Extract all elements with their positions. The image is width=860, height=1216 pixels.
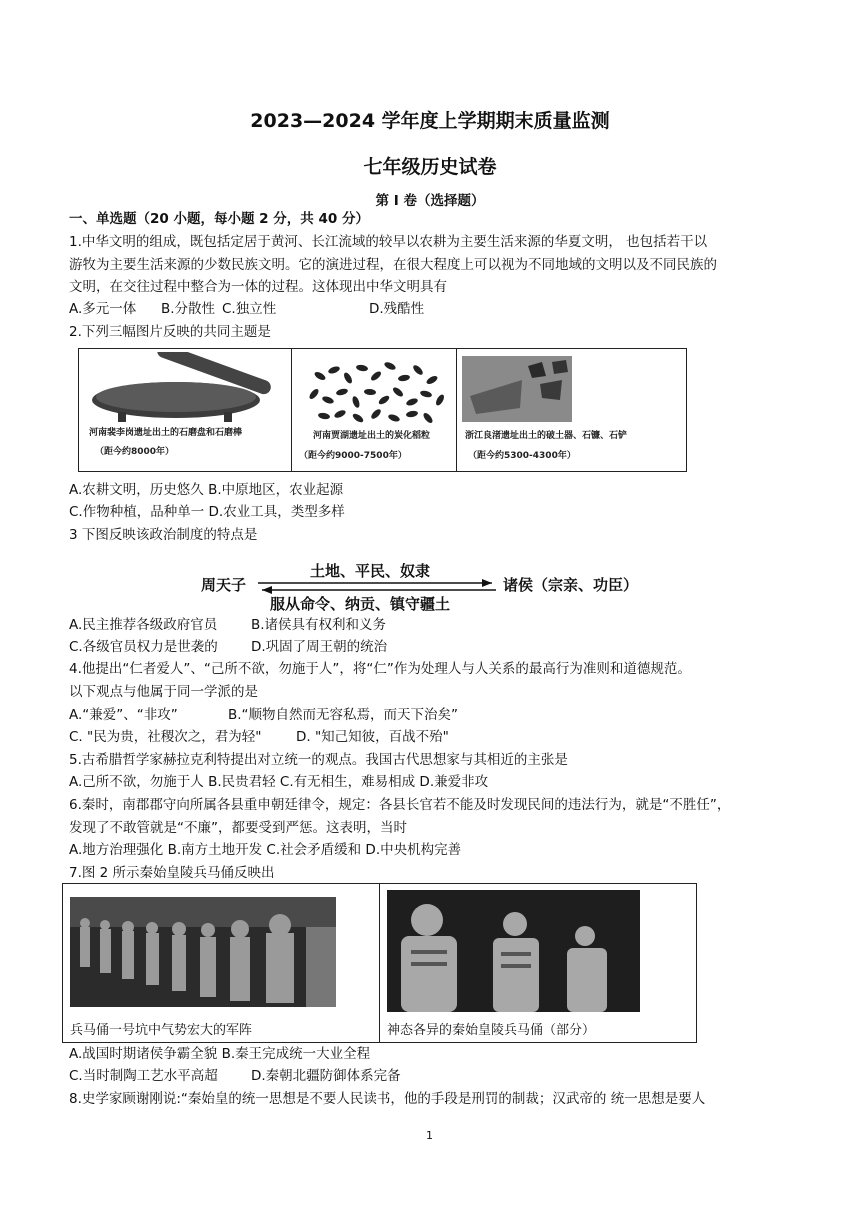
part-heading: 第 I 卷（选择题） [375,193,485,209]
q2-img1-caption: 河南裴李岗遗址出土的石磨盘和石磨棒 [89,428,243,438]
q3-diagram-bottom: 服从命令、纳贡、镇守疆土 [270,595,451,613]
q2-img1-date: （距今约8000年） [95,447,175,457]
carbonized-rice-image [300,356,450,424]
q7-option-d: D.秦朝北疆防御体系完备 [251,1068,401,1084]
terracotta-army-pit-image [70,897,336,1007]
q3-stem: 3 下图反映该政治制度的特点是 [69,527,258,543]
q2-img2-caption: 河南贾湖遗址出土的炭化稻粒 [313,431,431,441]
exam-subtitle: 七年级历史试卷 [363,156,497,178]
q3-diagram-left: 周天子 [201,576,247,594]
q1-option-d: D.残酷性 [369,301,425,317]
q1-line1: 1.中华文明的组成，既包括定居于黄河、长江流域的较早以农耕为主要生活来源的华夏文明， 也包括若干以 [69,234,708,250]
q1-line3: 文明，在交往过程中整合为一体的过程。这体现出中华文明具有 [69,279,447,295]
q3-diagram-top: 土地、平民、奴隶 [310,562,431,580]
q7-option-c: C.当时制陶工艺水平高超 [69,1068,218,1084]
page-number: 1 [426,1129,433,1142]
q6-line2: 发现了不敢管就是“不廉”，都要受到严惩。这表明，当时 [69,820,407,836]
q3-option-c: C.各级官员权力是世袭的 [69,639,218,655]
q4-option-a: A.“兼爱”、“非攻” [69,707,178,723]
q4-option-c: C. "民为贵，社稷次之，君为轻" [69,729,262,745]
q5-stem: 5.古希腊哲学家赫拉克利特提出对立统一的观点。我国古代思想家与其相近的主张是 [69,752,568,768]
q2-options-ab: A.农耕文明，历史悠久 B.中原地区，农业起源 [69,482,344,498]
q3-diagram-right: 诸侯（宗亲、功臣） [503,576,639,594]
q7-stem: 7.图 2 所示秦始皇陵兵马俑反映出 [69,865,275,881]
stone-tools-image [462,356,572,422]
exam-title: 2023—2024 学年度上学期期末质量监测 [250,110,610,132]
q1-option-c: C.独立性 [222,301,277,317]
q7-options-ab: A.战国时期诸侯争霸全貌 B.秦王完成统一大业全程 [69,1046,371,1062]
q2-options-cd: C.作物种植，品种单一 D.农业工具，类型多样 [69,504,345,520]
section-heading: 一、单选题（20 小题，每小题 2 分，共 40 分） [69,211,369,227]
q2-img3-date: （距今约5300-4300年） [468,451,576,461]
q3-option-b: B.诸侯具有权利和义务 [251,617,387,633]
q4-option-d: D. "知己知彼，百战不殆" [296,729,449,745]
q5-options: A.己所不欲，勿施于人 B.民贵君轻 C.有无相生，难易相成 D.兼爱非攻 [69,774,489,790]
q3-option-d: D.巩固了周王朝的统治 [251,639,388,655]
q2-img2-date: （距今约9000-7500年） [299,451,407,461]
q2-img3-caption: 浙江良渚遗址出土的破土器、石镰、石铲 [465,431,628,441]
q1-line2: 游牧为主要生活来源的少数民族文明。它的演进过程，在很大程度上可以视为不同地域的文明以及不同民族的 [69,257,717,273]
terracotta-warriors-closeup-image [387,890,640,1012]
q7-right-caption: 神态各异的秦始皇陵兵马俑（部分） [387,1023,596,1038]
grinding-stone-image [84,352,284,424]
q1-option-a: A.多元一体 [69,301,137,317]
q3-option-a: A.民主推荐各级政府官员 [69,617,218,633]
q4-option-b: B.“顺物自然而无容私焉，而天下治矣” [228,707,459,723]
q4-line1: 4.他提出“仁者爱人”、“己所不欲，勿施于人”，将“仁”作为处理人与人关系的最高行为准则和道德规范。 [69,661,691,677]
q4-line2: 以下观点与他属于同一学派的是 [69,684,258,700]
q8-line1: 8.史学家顾谢刚说:“秦始皇的统一思想是不要人民读书，他的手段是刑罚的制裁；汉武帝的 统一思想是要人 [69,1091,706,1107]
q6-options: A.地方治理强化 B.南方土地开发 C.社会矛盾缓和 D.中央机构完善 [69,842,462,858]
q2-stem: 2.下列三幅图片反映的共同主题是 [69,324,271,340]
q7-left-caption: 兵马俑一号坑中气势宏大的军阵 [70,1023,253,1038]
q6-line1: 6.秦时，南郡郡守向所属各县重申朝廷律令，规定：各县长官若不能及时发现民间的违法行为，就是“不胜任”， [69,797,731,813]
q1-option-b: B.分散性 [161,301,216,317]
